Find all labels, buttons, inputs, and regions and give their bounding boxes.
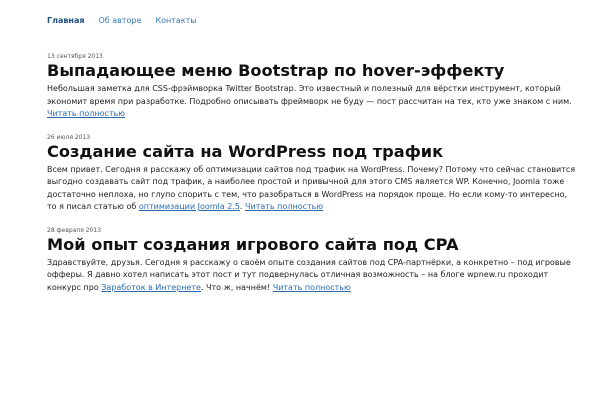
post-item <box>47 226 587 295</box>
read-more-link[interactable]: Читать полностью <box>245 202 324 211</box>
post-title[interactable]: Мой опыт создания игрового сайта под CPA <box>47 234 459 254</box>
post-excerpt <box>47 257 577 295</box>
post-date: 13 сентября 2013 <box>47 53 103 60</box>
post-list <box>47 52 587 306</box>
post-date: 26 июля 2013 <box>47 133 91 141</box>
read-more-link[interactable]: Читать полностью <box>272 282 351 292</box>
post-excerpt <box>47 164 577 214</box>
post-excerpt-tail: . <box>239 202 243 211</box>
top-navigation <box>47 15 211 27</box>
post-excerpt-text: Небольшая заметка для CSS-фрэймворка Twitter Bootstrap. Это известный и полезный для вёрстки инструмент, который экономит время при разработке. Подробно описывать фреймворк не буду — пост рассчитан на тех, кто уже знаком с ним. <box>47 84 572 106</box>
nav-item-contacts[interactable]: Контакты <box>155 16 197 25</box>
nav-item-home[interactable]: Главная <box>47 16 85 25</box>
post-title[interactable]: Выпадающее меню Bootstrap по hover-эффекту <box>47 61 505 80</box>
post-excerpt <box>47 83 577 121</box>
post-excerpt-tail: . Что ж, начнём! <box>200 282 271 292</box>
nav-item-about[interactable]: Об авторе <box>98 16 142 25</box>
post-date: 28 февраля 2013 <box>47 226 102 234</box>
inline-link-joomla[interactable]: оптимизации Joomla 2.5 <box>138 202 240 211</box>
read-more-link[interactable]: Читать полностью <box>47 109 126 118</box>
post-item <box>47 52 587 121</box>
post-title[interactable]: Создание сайта на WordPress под трафик <box>47 141 444 161</box>
inline-link-earnings[interactable]: Заработок в Интернете <box>101 282 201 292</box>
post-excerpt-text: Здравствуйте, друзья. Сегодня я расскажу о своём опыте создания сайтов под CPA-партнёрки, а конкретно – под игровые офферы. Я давно хотел написать этот пост и тут подвернулась отличная возможность – на блоге wpnew.ru проходит конкурс про <box>47 257 571 292</box>
post-item <box>47 133 587 214</box>
post-excerpt-text: Всем привет. Сегодня я расскажу об оптимизации сайтов под трафик на WordPress. Почему? Потому что сейчас становится выгодно создавать сайт под трафик, а наиболее простой и привычной для этого CMS является WP. Конечно, Joomla тоже достаточно неплоха, но глупо спорить с тем, что разобраться в WordPress на порядок проще. Но если кому-то интересно, то я писал статью об <box>47 164 576 211</box>
